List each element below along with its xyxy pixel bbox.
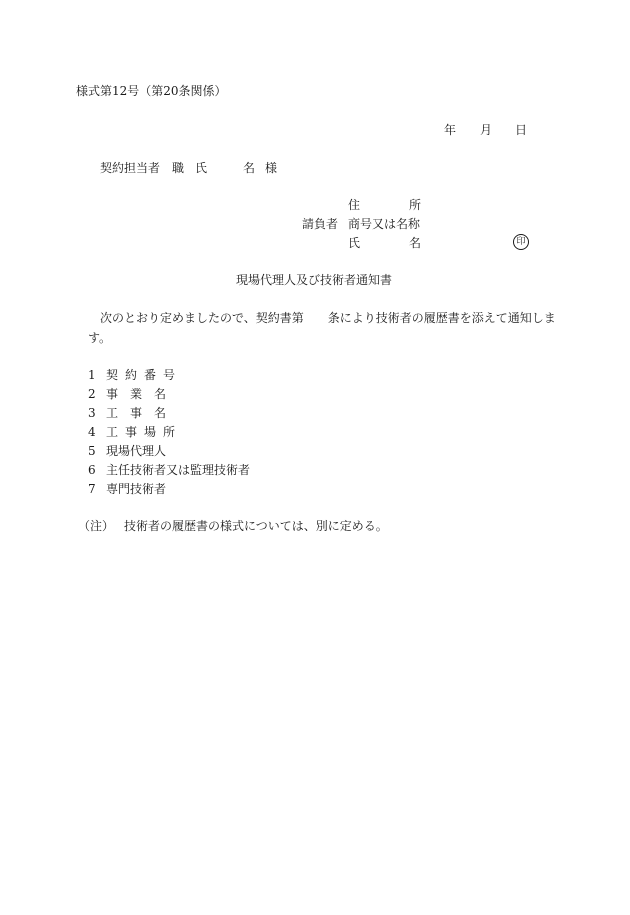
contractor-name-b: 名 <box>409 236 422 250</box>
date-year: 年 <box>444 123 457 137</box>
item-number: 6 <box>88 463 96 477</box>
seal-mark: 印 <box>513 234 529 250</box>
addressee-honorific: 様 <box>265 161 278 175</box>
item-label: 主任技術者又は監理技術者 <box>106 463 251 477</box>
item-label: 工事場所 <box>106 425 183 439</box>
addressee-role: 契約担当者 <box>100 161 161 175</box>
body-line-1: 次のとおり定めましたので、契約書第 条により技術者の履歴書を添えて通知しま <box>100 311 556 325</box>
addressee-title-a: 職 <box>172 161 185 175</box>
item-number: 1 <box>88 368 96 382</box>
contractor-address-b: 所 <box>409 198 422 212</box>
addressee-name: 名 <box>243 161 256 175</box>
note-text: 技術者の履歴書の様式については、別に定める。 <box>124 519 388 533</box>
item-number: 3 <box>88 406 96 420</box>
item-number: 7 <box>88 482 96 496</box>
item-number: 4 <box>88 425 96 439</box>
contractor-address-a: 住 <box>348 198 361 212</box>
item-label: 工 事 名 <box>106 406 167 420</box>
date-month: 月 <box>480 123 493 137</box>
note-marker: （注） <box>78 519 115 533</box>
item-label: 現場代理人 <box>106 444 167 458</box>
item-label: 専門技術者 <box>106 482 167 496</box>
item-label: 契約番号 <box>106 368 183 382</box>
addressee-title-b: 氏 <box>195 161 208 175</box>
contractor-label: 請負者 <box>302 217 339 231</box>
item-label: 事 業 名 <box>106 387 167 401</box>
contractor-name-a: 氏 <box>348 236 361 250</box>
date-day: 日 <box>515 123 528 137</box>
form-number: 様式第12号（第20条関係） <box>76 84 227 98</box>
contractor-trade-name: 商号又は名称 <box>348 217 421 231</box>
item-number: 5 <box>88 444 96 458</box>
item-number: 2 <box>88 387 96 401</box>
document-title: 現場代理人及び技術者通知書 <box>236 273 393 287</box>
body-line-2: す。 <box>88 331 112 345</box>
